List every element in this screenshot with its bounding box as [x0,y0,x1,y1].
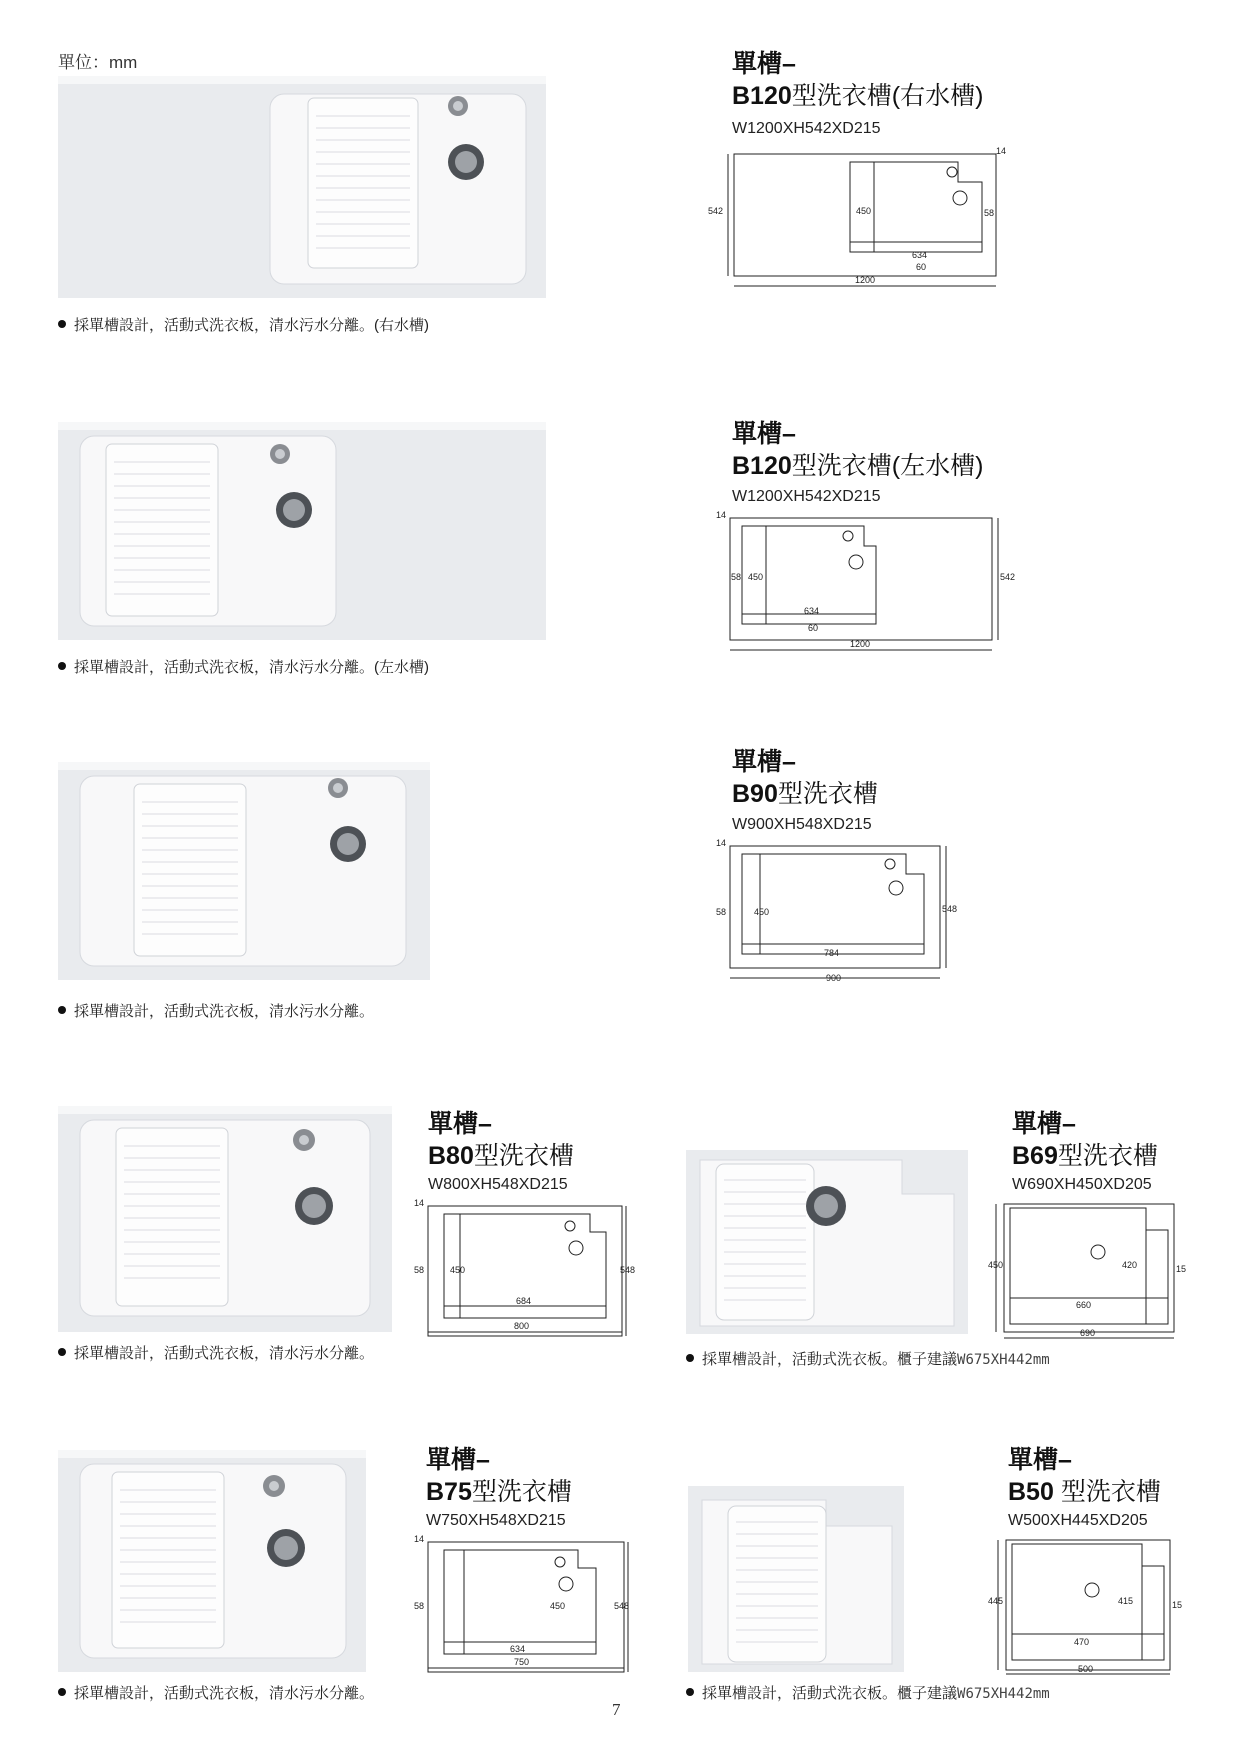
title-line1: 單槽– [428,1110,492,1138]
model-code: B120 [732,452,792,480]
dim-label-basin-width: 634 [912,250,928,260]
product-title-b75 [426,1444,572,1508]
bullet-dot [686,1688,694,1696]
model-name: 型洗衣槽 [471,1478,572,1506]
dim-label-side: 58 [984,208,995,218]
model-code: B50 [1008,1478,1054,1506]
dim-label-width: 1200 [850,639,871,649]
product-photo-b80 [58,1106,392,1332]
product-title-b69 [1012,1108,1158,1172]
feature-note [58,314,429,335]
product-dimensions: W750XH548XD215 [426,1512,566,1529]
bullet-dot [58,1688,66,1696]
product-dimensions: W500XH445XD205 [1008,1512,1148,1529]
dim-label-top: 14 [414,1198,425,1208]
title-line1: 單槽– [1012,1110,1076,1138]
dim-label-top: 14 [414,1534,425,1544]
dim-label-side: 58 [414,1265,425,1275]
dim-label-sink-height: 450 [450,1265,466,1275]
dim-label-side: 15 [1176,1264,1187,1274]
feature-note [686,1682,1050,1703]
product-dimensions: W1200XH542XD215 [732,120,881,137]
dim-label-top: 14 [996,146,1007,156]
product-title-b80 [428,1108,574,1172]
dim-label-width: 690 [1080,1328,1096,1338]
dim-label-sink-height: 450 [550,1601,566,1611]
feature-note [58,1000,374,1021]
dimension-drawing-b120-left [716,510,1016,654]
feature-note [58,1682,374,1703]
dim-label-sink-height: 450 [856,206,872,216]
title-line1: 單槽– [732,50,796,78]
dimension-drawing-b69 [990,1200,1190,1340]
product-photo-b75 [58,1450,366,1672]
dim-label-height: 548 [620,1265,636,1275]
dim-label-basin-width: 684 [516,1296,532,1306]
cabinet-size: W675XH442mm [957,1686,1050,1702]
dim-label-height: 542 [1000,572,1016,582]
dim-label-basin-width: 470 [1074,1637,1090,1647]
dim-label-width: 1200 [855,275,876,285]
model-name: 型洗衣槽(左水槽) [791,452,984,480]
dim-label-width: 800 [514,1321,530,1331]
cabinet-size: W675XH442mm [957,1352,1050,1368]
feature-note [58,1342,374,1363]
dimension-drawing-b50 [988,1536,1192,1676]
unit-label: 單位：mm [58,53,138,72]
dim-label-basin-width: 634 [510,1644,526,1654]
product-dimensions: W900XH548XD215 [732,816,872,833]
feature-text: 採單槽設計，活動式洗衣板。櫃子建議 [702,1351,958,1368]
product-title-b50 [1008,1444,1161,1508]
bullet-dot [686,1354,694,1362]
title-line1: 單槽– [426,1446,490,1474]
dim-label-side: 15 [1172,1600,1183,1610]
bullet-dot [58,320,66,328]
model-code: B69 [1012,1142,1058,1170]
product-photo-b90 [58,762,430,980]
feature-text: 採單槽設計，活動式洗衣板，清水污水分離。 [74,1003,375,1020]
model-code: B75 [426,1478,472,1506]
title-line1: 單槽– [732,748,796,776]
dim-label-width: 900 [826,973,842,983]
product-photo-b120-left [58,422,546,640]
title-line1: 單槽– [1008,1446,1072,1474]
product-dimensions: W800XH548XD215 [428,1176,568,1193]
model-code: B80 [428,1142,474,1170]
dim-label-basin-width: 660 [1076,1300,1092,1310]
dim-label-side: 58 [716,907,727,917]
dim-label-inner-height: 415 [1118,1596,1134,1606]
feature-note [686,1348,1050,1369]
dim-label-width: 500 [1078,1664,1094,1674]
dim-label-side: 58 [414,1601,425,1611]
product-photo-b50 [688,1486,904,1672]
dim-label-basin-width: 634 [804,606,820,616]
bullet-dot [58,1006,66,1014]
product-dimensions: W1200XH542XD215 [732,488,881,505]
bullet-dot [58,1348,66,1356]
feature-text: 採單槽設計，活動式洗衣板，清水污水分離。 [74,1345,375,1362]
dim-label-drain: 60 [808,623,819,633]
dim-label-height: 548 [942,904,958,914]
model-code: B120 [732,82,792,110]
product-title-b120-right [732,48,983,112]
dimension-drawing-b80 [414,1198,644,1342]
feature-note [58,656,429,677]
dimension-drawing-b120-right [708,146,1010,290]
model-name: 型洗衣槽(右水槽) [791,82,984,110]
model-name: 型洗衣槽 [1057,1142,1158,1170]
dim-label-sink-height: 450 [754,907,770,917]
dimension-drawing-b75 [414,1534,644,1678]
model-code: B90 [732,780,778,808]
product-dimensions: W690XH450XD205 [1012,1176,1152,1193]
feature-text: 採單槽設計，活動式洗衣板，清水污水分離。(右水槽) [74,317,429,334]
dim-label-height: 450 [988,1260,1004,1270]
dim-label-side: 58 [731,572,742,582]
dim-label-height: 548 [614,1601,630,1611]
model-name: 型洗衣槽 [473,1142,574,1170]
model-name: 型洗衣槽 [777,780,878,808]
dim-label-width: 750 [514,1657,530,1667]
dim-label-basin-width: 784 [824,948,840,958]
dim-label-inner-height: 420 [1122,1260,1138,1270]
product-title-b120-left [732,418,983,482]
product-title-b90 [732,746,878,810]
bullet-dot [58,662,66,670]
dim-label-drain: 60 [916,262,927,272]
feature-text: 採單槽設計，活動式洗衣板，清水污水分離。 [74,1685,375,1702]
feature-text: 採單槽設計，活動式洗衣板。櫃子建議 [702,1685,958,1702]
feature-text: 採單槽設計，活動式洗衣板，清水污水分離。(左水槽) [74,659,429,676]
dim-label-top: 14 [716,510,727,520]
model-name: 型洗衣槽 [1053,1478,1161,1506]
dim-label-sink-height: 450 [748,572,764,582]
dim-label-height: 542 [708,206,724,216]
title-line1: 單槽– [732,420,796,448]
dim-label-top: 14 [716,838,727,848]
page-number: 7 [612,1700,621,1719]
dimension-drawing-b90 [716,838,958,983]
product-photo-b69 [686,1150,968,1334]
dim-label-height: 445 [988,1596,1004,1606]
product-photo-b120-right [58,76,546,298]
